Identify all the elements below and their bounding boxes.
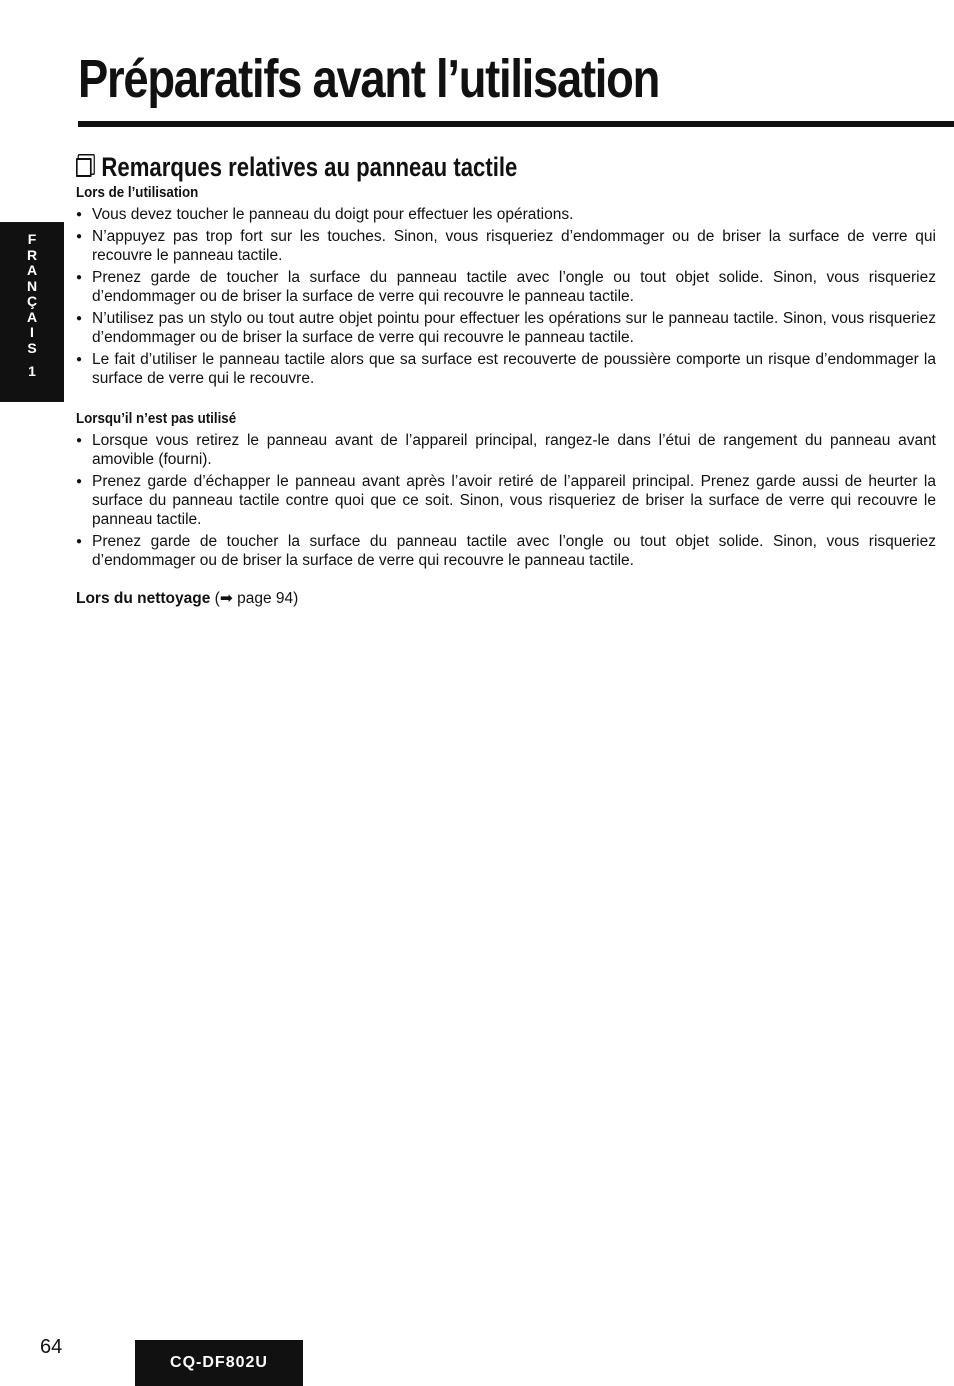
side-tab-letter: Ç <box>26 293 38 309</box>
list-item: ● Prenez garde de toucher la surface du panneau tactile avec l’ongle ou tout objet solide. Sinon, vous risqueriez d’endommager ou de briser la surface de verre qui recouvre le panneau tactile. <box>76 532 936 570</box>
section-heading-text: Remarques relatives au panneau tactile <box>101 152 518 182</box>
list-item: ● Le fait d’utiliser le panneau tactile alors que sa surface est recouverte de poussière comporte un risque d’endommager la surface de verre qui le recouvre. <box>76 350 936 388</box>
bullet-list <box>76 431 936 570</box>
page-title: Préparatifs avant l’utilisation <box>78 49 660 109</box>
list-item: ● N’appuyez pas trop fort sur les touches. Sinon, vous risqueriez d’endommager ou de briser la surface de verre qui recouvre le panneau tactile. <box>76 227 936 265</box>
list-item: ● Lorsque vous retirez le panneau avant de l’appareil principal, rangez-le dans l’étui de rangement du panneau avant amovible (fourni). <box>76 431 936 469</box>
side-tab-number: 1 <box>28 363 36 379</box>
model-badge: CQ-DF802U <box>135 1340 303 1386</box>
list-item: ● Prenez garde d’échapper le panneau avant après l’avoir retiré de l’appareil principal. Prenez garde aussi de heurter la surface du panneau tactile contre quoi que ce soit. Sinon, vous risqueriez de briser la surface de verre qui recouvre le panneau tactile. <box>76 472 936 529</box>
page-number: 64 <box>40 1336 63 1358</box>
language-side-tab <box>0 222 64 402</box>
side-tab-letter: A <box>26 308 38 325</box>
title-rule <box>78 121 954 127</box>
side-tab-letter: N <box>26 277 38 294</box>
side-tab-letter: I <box>30 324 34 340</box>
cleaning-reference: Lors du nettoyage (➡ page 94) <box>76 590 299 607</box>
side-tab-letter: F <box>27 231 37 247</box>
cleaning-label: Lors du nettoyage <box>76 590 211 607</box>
list-item: ● Prenez garde de toucher la surface du panneau tactile avec l’ongle ou tout objet solide. Sinon, vous risqueriez d’endommager ou de briser la surface de verre qui recouvre le panneau tactile. <box>76 268 936 306</box>
subsection-title: Lors de l’utilisation <box>76 185 199 201</box>
list-item: ● N’utilisez pas un stylo ou tout autre objet pointu pour effectuer les opérations sur le panneau tactile. Sinon, vous risqueriez d’endommager ou de briser la surface de verre qui recouvre le panneau tactile. <box>76 309 936 347</box>
checkbox-square-icon <box>76 158 92 177</box>
list-item: ● Vous devez toucher le panneau du doigt pour effectuer les opérations. <box>76 205 936 224</box>
arrow-right-icon: ➡ <box>219 590 233 607</box>
page-reference-link[interactable]: page 94 <box>237 590 294 607</box>
side-tab-letter: S <box>27 339 37 356</box>
side-tab-letter: A <box>26 262 38 278</box>
section-content <box>76 184 936 608</box>
section-heading <box>76 152 517 183</box>
side-tab-letter: R <box>26 246 38 263</box>
subsection-title: Lorsqu’il n’est pas utilisé <box>76 411 237 427</box>
bullet-list <box>76 205 936 388</box>
